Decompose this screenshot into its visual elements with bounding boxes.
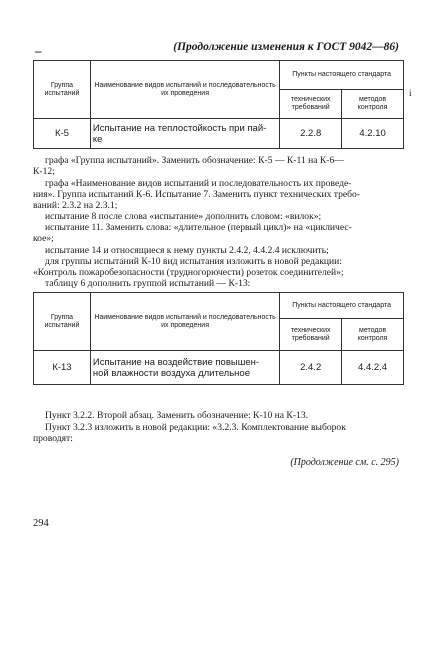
table-2-cell-name [90, 351, 279, 385]
table-2-cell-group: К-13 [34, 351, 91, 385]
table-2-cell-methods: 4.4.2.4 [342, 351, 404, 385]
paragraph-line: кое»; [33, 233, 54, 244]
table-1-header-methods: методов контроля [342, 90, 404, 119]
paragraph-line: испытание 11. Заменить слова: «длительное (первый цикл)» на «цикличес- [45, 222, 352, 233]
table-1-row [34, 119, 404, 149]
page-number: 294 [33, 518, 49, 529]
table-2 [33, 292, 404, 385]
table-2-row [34, 351, 404, 385]
paragraph-line: «Контроль пожаробезопасности (трудногорючести) розеток соединителей»; [33, 267, 344, 278]
paragraph-line: К-12; [33, 166, 55, 177]
table-1-header-group: Группа испытаний [34, 61, 91, 119]
page-header-title: (Продолжение изменения к ГОСТ 9042—86) [173, 41, 399, 53]
table-1 [33, 60, 404, 149]
paragraph-line: для группы испытаний К-10 вид испытания изложить в новой редакции: [45, 256, 342, 267]
table-1-cell-tech: 2.2.8 [280, 119, 342, 149]
table-1-cell-methods: 4.2.10 [342, 119, 404, 149]
paragraph-line: графа «Наименование видов испытаний и последовательность их проведе- [45, 178, 352, 189]
table-1-cell-name [90, 119, 279, 149]
table-2-cell-name-line1: Испытание на воздействие повышен- [92, 356, 260, 368]
paragraph-line: проводят: [33, 433, 73, 444]
paragraph-line: Пункт 3.2.2. Второй абзац. Заменить обозначение: К-10 на К-13. [45, 410, 309, 421]
paragraph-line: испытание 8 после слова «испытание» дополнить словом: «вилок»; [45, 211, 322, 222]
paragraph-line: ния». Группа испытаний К-6. Испытание 7. Заменить пункт технических требо- [33, 189, 361, 200]
table-1-header-tech: технических требований [280, 90, 342, 119]
paragraph-line: ваний: 2.3.2 на 2.3.1; [33, 200, 118, 211]
margin-mark: i [409, 88, 412, 98]
table-1-header-points: Пункты настоящего стандарта [280, 61, 404, 90]
table-1-cell-name-line2: ке [92, 133, 103, 145]
table-2-cell-tech: 2.4.2 [280, 351, 342, 385]
table-2-header-tech: технических требований [280, 319, 342, 351]
paragraph-line: испытание 14 и относящиеся к нему пункты 2.4.2, 4.4.2.4 исключить; [45, 245, 329, 256]
table-2-header-group: Группа испытаний [34, 293, 91, 351]
table-2-cell-name-line2: ной влажности воздуха длительное [92, 367, 250, 379]
table-2-header-points: Пункты настоящего стандарта [280, 293, 404, 319]
table-1-cell-name-line1: Испытание на теплостойкость при пай- [92, 122, 267, 134]
header-dash: – [35, 43, 42, 58]
paragraph-line: Пункт 3.2.3 изложить в новой редакции: «3.2.3. Комплектование выборок [45, 422, 346, 433]
table-1-cell-group: К-5 [34, 119, 91, 149]
continuation-note: (Продолжение см. с. 295) [290, 457, 399, 468]
paragraph-line: графа «Группа испытаний». Заменить обозначение: К-5 — К-11 на К-6— [45, 155, 344, 166]
table-2-header-name: Наименование видов испытаний и последовательность их проведения [90, 293, 279, 351]
table-2-header-methods: методов контроля [342, 319, 404, 351]
paragraph-line: таблицу 6 дополнить группой испытаний — К-13: [45, 278, 251, 289]
table-1-header-name: Наименование видов испытаний и последовательность их проведения [90, 61, 279, 119]
